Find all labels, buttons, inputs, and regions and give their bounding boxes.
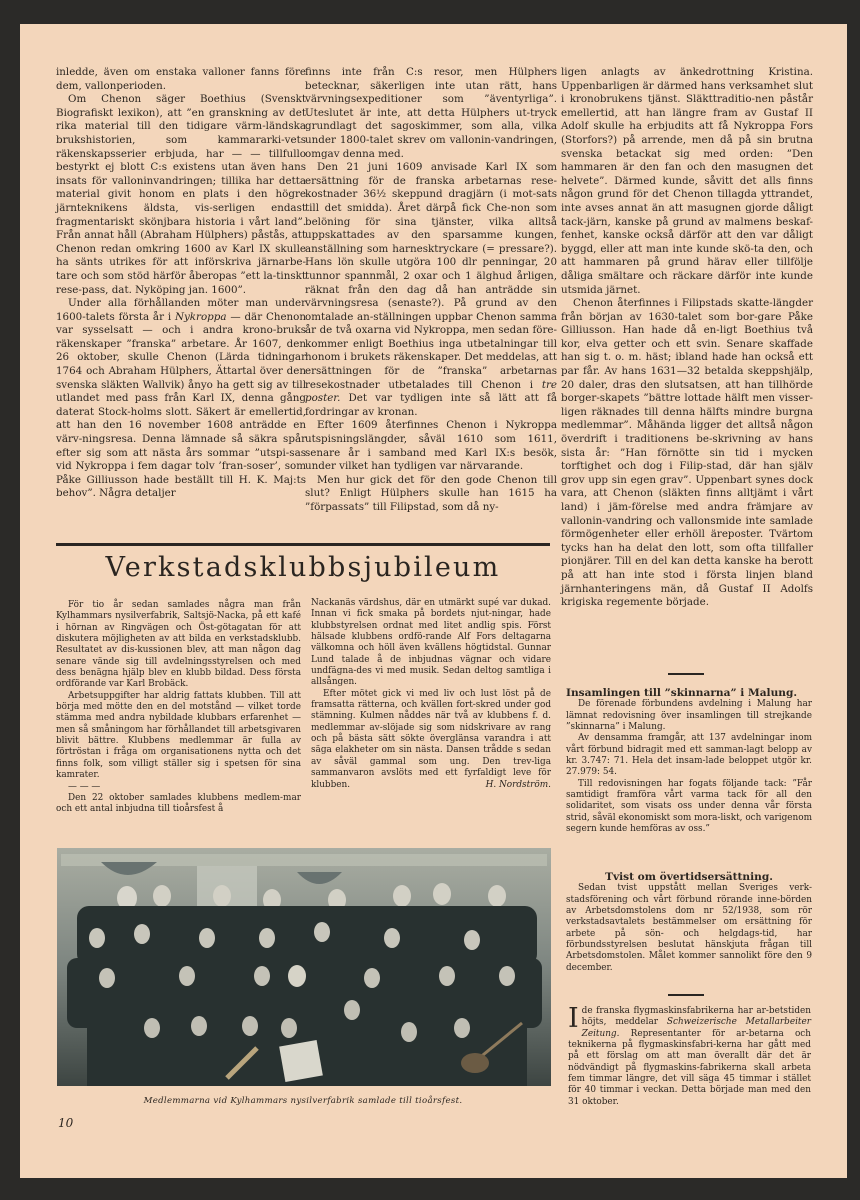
- article-flygmaskin: [568, 1003, 811, 1108]
- chenon-column-1: [56, 66, 306, 501]
- photo-caption: Medlemmarna vid Kylhammars nysilverfabrik samlade till tioårsfest.: [143, 1096, 463, 1106]
- section-break: — — —: [68, 781, 101, 792]
- chenon-column-2: [305, 66, 557, 515]
- text-run: Efter mötet gick vi med liv och lust löst på de framsatta rätterna, och kvällen fort-skred under god stämning. Kulmen nåddes när två av klubbens f. d. medlemmar av-slöjade sig som nidskrivare av rang och på bästa sätt sökte överglänsa varandra i att säga elakheter om sin nästa. Dansen trådde s sedan av såväl gammal som ung. Den trev-liga sammanvaron avslöts med ett fyrfaldigt leve för klubben.: [311, 688, 551, 790]
- paragraph: ligen anlagts av änkedrottning Kristina. Uppenbarligen är därmed hans verksamhet slut i kronobrukens tjänst. Släkttraditio-nen påstår emellertid, att han längre fram av Gustaf II Adolf skulle ha erbjudits att få Nykroppa Fors (Storfors?) på arrende, men då på sin brutna svenska betackat sig med orden: ”Den hammaren är den fan och den masugnen det helvete”. Därmed kunde, såvitt det alls finns någon grund för det Chenon tillagda yttrandet, inte avses annat än att masugnen gjorde dåligt tack-järn, kanske på grund av malmens beskaf-fenhet, kanske också därför att den var dåligt byggd, eller att man inte kunde skö-ta den, och att hammaren på grund härav eller tillfölje dåliga smältare och räckare därför inte kunde utsmida järnet.: [561, 66, 813, 296]
- text-run: Den 21 juni 1609 anvisade Karl IX som ersättning för de franska arbetarnas rese-kostnader 36½ skeppund dragjärn (i mot-sats till det smidda). Året därpå fick Che-non som belöning för sina tjänster, vilka alltså uppskattades av den sparsamme kungen, anställning som harnesktryckare (= pressare?). Hans lön skulle utgöra 100 dlr penningar, 20 tunnor spannmål, 2 oxar och 1 älghud årligen, räknat från den dag då han anträdde sin värvningsresa (senaste?). På grund av den omtalade an-ställningen uppbar Chenon samma år de två oxarna vid Nykroppa, men sedan före-kommer enligt Boethius inga utbetalningar till honom i brukets räkenskaper. Det meddelas, att ersättningen för de ”franska” arbetarnas resekostnader utbetalades till Chenon i: [305, 161, 557, 391]
- page-number: 10: [58, 1116, 74, 1130]
- paragraph: finns inte från C:s resor, men Hülphers betecknar, säkerligen inte utan rätt, hans värvningsexpeditioner som ”äventyrliga”. Uteslutet är inte, att detta Hülphers ut-tryck grundlagt det sagoskimmer, som alla, vilka under 1800-talet skrev om vallonin-vandringen, omgav denna med.: [305, 66, 557, 160]
- short-divider: [668, 994, 704, 996]
- paragraph: inledde, även om enstaka valloner fanns före dem, vallonperioden.: [56, 66, 306, 92]
- jubileum-column-2: [311, 598, 551, 791]
- paragraph: Nackanäs värdshus, där en utmärkt supé var dukad. Innan vi fick smaka på bordets njut-ningar, hade klubbstyrelsen ordnat med litet andlig spis. Först hälsade klubbens ordfö-rande Alf Fors deltagarna välkomna och höll även kvällens högtidstal. Gunnar Lund talade å de inbjudnas vägnar och vidare undfägna-des vi med musik. Sedan deltog samtliga i allsången.: [311, 598, 551, 688]
- emphasis-tre-poster: tre poster.: [305, 378, 557, 405]
- paragraph: Om Chenon säger Boethius (Svenskt Biografiskt lexikon), att ”en granskning av det rika material till den tidigare värm-ländska brukshistorien, som kammararki-vets räkenskapsserier erbjuda, har — — tillfullo bestyrkt ej blott C:s existens utan även hans insats för valloninvandringen; tillika har detta material givit honom en plats i den högre järnteknikens äldsta, vis-serligen endast fragmentariskt skönjbara historia i vårt land”. Från annat håll (Abraham Hülphers) påstås, att Chenon redan omkring 1600 av Karl IX skulle ha sänts utrikes för att införskriva järnarbe-tare och som stöd härför åberopas ”ett la-tinskt rese-pass, dat. Nyköping jan. 1600”.: [56, 93, 306, 296]
- paragraph: Sedan tvist uppstått mellan Sveriges verk-stadsförening och vårt förbund rörande inne-börden av Arbetsdomstolens dom nr 52/1938, som rör verkstadsavtalets bestämmelser om ersättning för arbete på sön- och helgdags-tid, har förbundsstyrelsen beslutat hänskjuta frågan till Arbetsdomstolen. Målet kommer sannolikt före den 9 december.: [566, 883, 812, 973]
- paragraph: [305, 161, 557, 419]
- group-photo: [57, 848, 551, 1086]
- author-signature: H. Nordström.: [485, 779, 551, 790]
- article-title: Tvist om övertidsersättning.: [605, 871, 773, 883]
- magazine-page: [20, 24, 847, 1178]
- text-run: de franska flygmaskinsfabrikerna har ar-betstiden höjts, meddelar: [581, 1006, 811, 1028]
- paragraph: Men hur gick det för den gode Chenon till slut? Enligt Hülphers skulle han 1615 ha ”förpassats” till Filipstad, som då ny-: [305, 473, 557, 513]
- text-run: Representanter för ar-betarna och teknikerna på flygmaskinsfabri-kerna har gått med på ett förslag om att man överallt där det är nödvändigt på flygmaskins-fabrikerna skall arbeta fem timmar längre, det vill säga 45 timmar i stället för 40 timmar i veckan. Detta började man med den 31 oktober.: [568, 1028, 811, 1107]
- paragraph: Efter 1609 återfinnes Chenon i Nykroppa utspisningslängder, såväl 1610 som 1611, senare år i samband med Karl IX:s besök, under vilket han tydligen var närvarande.: [305, 419, 557, 473]
- paragraph: Chenon återfinnes i Filipstads skatte-längder från början av 1630-talet som bor-gare Påke Gilliusson. Han hade då en-ligt Boethius två kor, elva getter och ett svin. Senare skaffade han sig t. o. m. häst; ibland hade han också ett par får. Av hans 1631—32 betalda skeppshjälp, 20 daler, dras den slutsatsen, att han tillhörde borger-skapets ”bättre lottade hälft men visser-ligen räknades till denna hälfts mindre burgna medlemmar”. Måhända ligger det alltså någon överdrift i traditionens be-skrivning av hans sista år: ”Han förnötte sin tid i mycken torftighet och dog i Filip-stad, där han själv grov upp sin egen grav”. Uppenbart synes dock vara, att Chenon (släkten finns alltjämt i vårt land) i jäm-förelse med andra främjare av vallonin-vandring och vallonsmide inte samlade förmögenheter eller erhöll äreposter. Tvärtom tycks han ha delat den lott, som ofta tillfaller pionjärer. Till en del kan detta kanske ha berott på att han inte stod i första linjen bland järnhanteringens män, då Gustaf II Adolfs krigiska regemente började.: [561, 297, 813, 609]
- article-title: Insamlingen till ”skinnarna” i Malung.: [566, 687, 798, 699]
- paragraph: För tio år sedan samlades några man från Kylhammars nysilverfabrik, Saltsjö-Nacka, på ett kafé i hörnan av Ringvägen och Öst-götagatan för att diskutera möjligheten av att bilda en verkstadsklubb. Resultatet av dis-kussionen blev, att man någon dag senare vände sig till avdelningsstyrelsen och med dess benägna hjälp blev en klubb bildad. Dess första ordförande var Karl Brobäck.: [56, 600, 301, 690]
- paragraph: [568, 1003, 811, 1108]
- paragraph: [311, 689, 551, 791]
- paragraph: Till redovisningen har fogats följande tack: ”Får samtidigt framföra vårt varma tack för all den solidaritet, som visats oss under denna vår första strid, såväl ekonomiskt som mora-liskt, och varigenom segern kunde hemföras av oss.”: [566, 778, 812, 835]
- text-run: Det var tydligen inte så lätt att få fordringar av kronan.: [305, 392, 557, 418]
- paragraph: [56, 297, 306, 501]
- paragraph: De förenade förbundens avdelning i Malung har lämnat redovisning över insamlingen till strejkande ”skinnarna” i Malung.: [566, 699, 812, 733]
- paragraph: Den 22 oktober samlades klubbens medlem-mar och ett antal inbjudna till tioårsfest å: [56, 792, 301, 815]
- paragraph: Arbetsuppgifter har aldrig fattats klubben. Till att börja med mötte den en del motstånd — vilket torde stämma med andra nybildade klubbars erfarenhet — men så småningom har förhållandet till arbetsgivaren blivit bättre. Klubbens medlemmar är fulla av förtröstan i fråga om organisationens nytta och det finns folk, som villigt ställer sig i spetsen för sina kamrater.: [56, 690, 301, 781]
- group-photo-illustration: [57, 848, 551, 1086]
- text-run: Under alla förhållanden möter man under 1600-talets första år i: [56, 297, 306, 323]
- emphasis-nykroppa: Nykroppa: [174, 310, 227, 323]
- short-divider: [668, 673, 704, 675]
- jubileum-column-1: [56, 600, 301, 816]
- text-run: — där Chenon var sysselsatt — och i andra krono-bruks räkenskaper ”franska” arbetare. År 1607, den 26 oktober, skulle Chenon (Lärda tidningar 1764 och Abraham Hülphers, Ättartal över den svenska släkten Wallvik) ånyo ha gett sig av till utlandet med pass från Karl IX, denna gång daterat Stock-holms slott. Säkert är emellertid, att han den 16 november 1608 anträdde en värv-ningsresa. Denna lämnade så säkra spår efter sig som att nästa års sommar ”utspi-sas vid Nykroppa i fem dagar tolv ’fran-soser’, som Påke Gilliusson hade beställt till H. K. Maj:ts behov”. Några detaljer: [56, 310, 307, 500]
- section-divider: [56, 543, 550, 546]
- chenon-column-3: [561, 66, 813, 610]
- drop-cap: I: [568, 1003, 579, 1034]
- article-skinnarna: [566, 688, 812, 835]
- paragraph: Av densamma framgår, att 137 avdelningar inom vårt förbund bidragit med ett samman-lagt belopp av kr. 3.747: 71. Hela det insam-lade beloppet utgör kr. 27.979: 54.: [566, 733, 812, 778]
- headline-jubileum: Verkstadsklubbsjubileum: [105, 552, 501, 583]
- source-name: Schweizerische Metallarbeiter Zeitung.: [581, 1017, 811, 1039]
- article-tvist: [566, 872, 812, 974]
